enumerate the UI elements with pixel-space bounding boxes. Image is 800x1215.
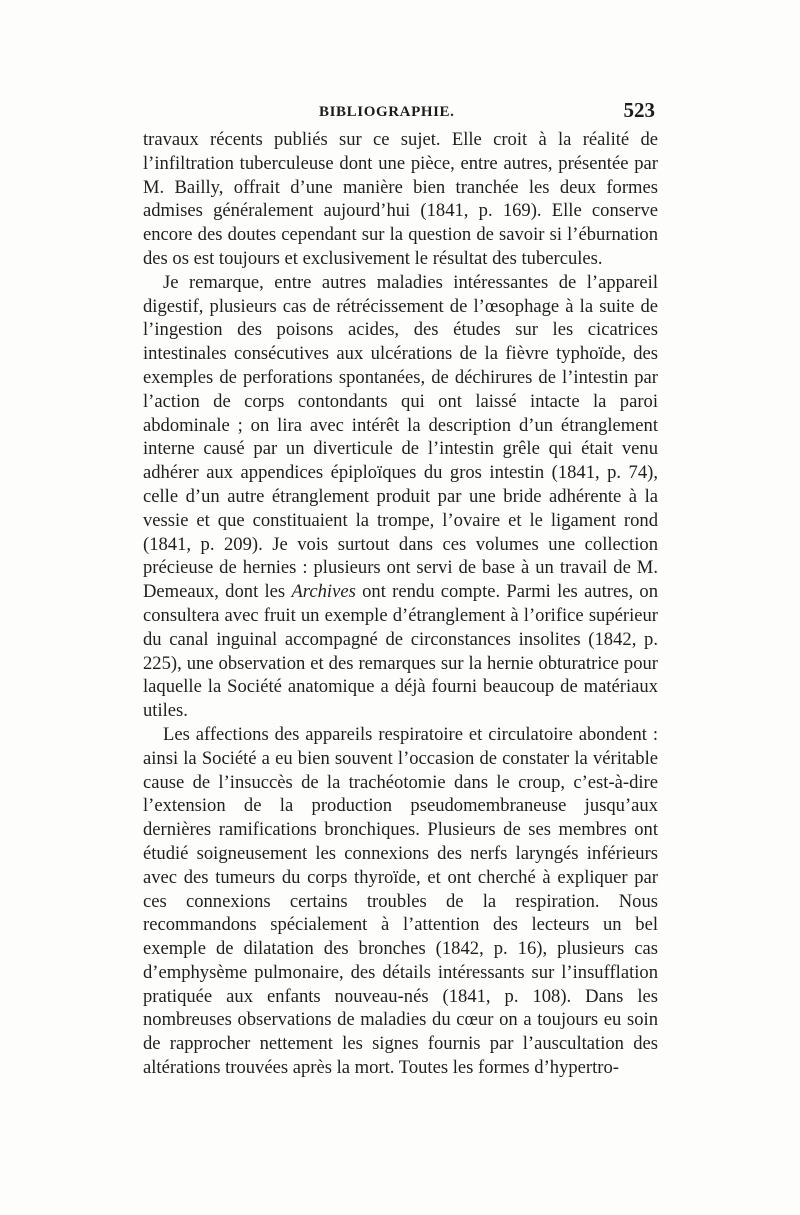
running-title: BIBLIOGRAPHIE. (319, 104, 455, 120)
page-header (143, 98, 655, 128)
paragraph-text: ont rendu compte. Parmi les autres, on consultera avec fruit un exemple d’étranglement à l’orifice supérieur du canal inguinal accompagné de circonstances insolites (1842, p. 225), une observation et des remarques sur la hernie obturatrice pour laquelle la Société anatomique a déjà fourni beaucoup de matériaux utiles. (143, 581, 658, 722)
paragraph-respiratory-circulatory: Les affections des appareils respiratoire et circulatoire abondent : ainsi la Société a eu bien souvent l’occasion de constater la véritable cause de l’insuccès de la trachéotomie dans le croup, c’est-à-dire l’extension de la production pseudomembraneuse jusqu’aux dernières ramifications bronchiques. Plusieurs de ses membres ont étudié soigneusement les connexions des nerfs laryngés inférieurs avec des tumeurs du corps thyroïde, et ont cherché à expliquer par ces connexions certains troubles de la respiration. Nous recommandons spécialement à l’attention des lecteurs un bel exemple de dilatation des bronches (1842, p. 16), plusieurs cas d’emphysème pulmonaire, des détails intéressants sur l’insufflation pratiquée aux enfants nouveau-nés (1841, p. 108). Dans les nombreuses observations de maladies du cœur on a toujours eu soin de rapprocher nettement les signes fournis par l’auscultation des altérations trouvées après la mort. Toutes les formes d’hypertro- (143, 723, 658, 1079)
paragraph-text: Je remarque, entre autres maladies intéressantes de l’appareil digestif, plusieurs cas de rétrécissement de l’œsophage à la suite de l’ingestion des poisons acides, des études sur les cicatrices intestinales consécutives aux ulcérations de la fièvre typhoïde, des exemples de perforations spontanées, de déchirures de l’intestin par l’action de corps contondants qui ont laissé intacte la paroi abdominale ; on lira avec intérêt la description d’un étranglement interne causé par un diverticule de l’intestin grêle qui était venu adhérer aux appendices épiploïques du gros intestin (1841, p. 74), celle d’un autre étranglement produit par une bride adhérente à la vessie et que constituaient la trompe, l’ovaire et le ligament rond (1841, p. 209). Je vois surtout dans ces volumes une collection précieuse de hernies : plusieurs ont servi de base à un travail de M. Demeaux, dont les (143, 271, 658, 603)
paragraph-continuation: travaux récents publiés sur ce sujet. Elle croit à la réalité de l’infiltration tuberculeuse dont une pièce, entre autres, présentée par M. Bailly, offrait d’une manière bien tranchée les deux formes admises généralement aujourd’hui (1841, p. 169). Elle conserve encore des doutes cependant sur la question de savoir si l’éburnation des os est toujours et exclusivement le résultat des tubercules. (143, 129, 658, 269)
journal-title-archives: Archives (291, 581, 356, 603)
page-number: 523 (623, 98, 655, 122)
paragraph-digestive-diseases (143, 271, 658, 723)
body-text (143, 128, 658, 1080)
